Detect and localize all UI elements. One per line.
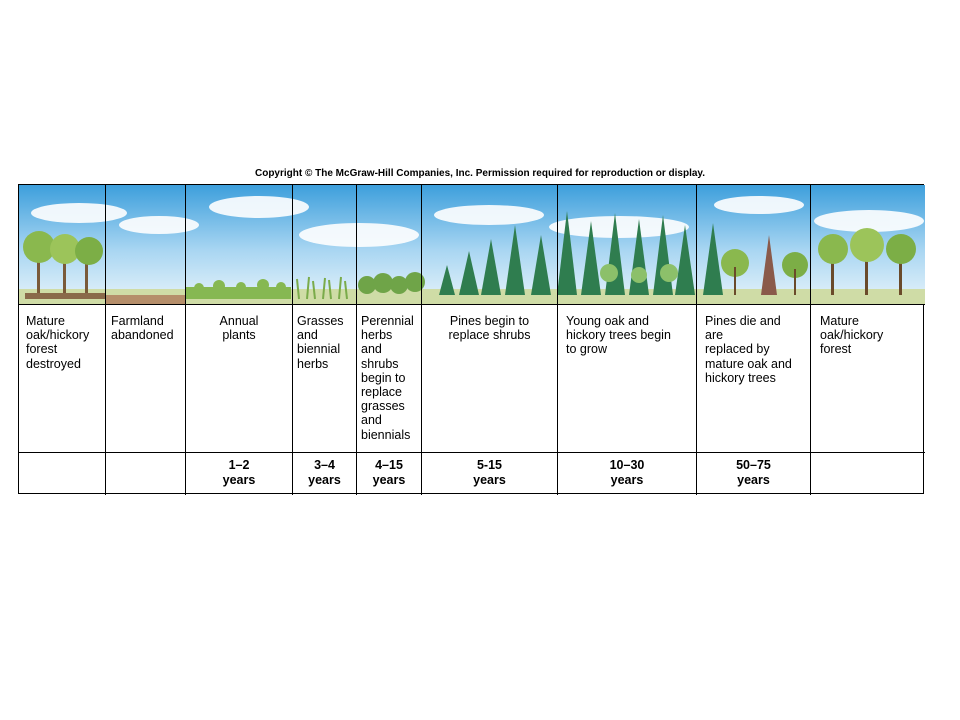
stage-3-duration	[186, 458, 292, 487]
stage-3-duration-unit: years	[222, 472, 256, 487]
stage-5-line-3: and	[361, 342, 382, 357]
succession-diagram	[18, 184, 924, 494]
stage-7-line-3: to grow	[566, 342, 607, 357]
stage-1	[19, 185, 105, 495]
stage-7-line-2: hickory trees begin	[566, 328, 671, 343]
stage-4-duration	[293, 458, 356, 487]
stage-4-description	[297, 314, 344, 371]
stage-2	[105, 185, 185, 495]
stage-5-line-9: biennials	[361, 427, 411, 442]
stage-8-line-3: replaced by	[705, 342, 770, 357]
stage-7-duration	[558, 458, 696, 487]
stage-8-line-4: mature oak and	[705, 356, 792, 371]
copyright-notice: Copyright © The McGraw-Hill Companies, Inc. Permission required for reproduction or display.	[254, 168, 706, 179]
stage-5-description	[361, 314, 414, 442]
stage-5	[356, 185, 421, 495]
stage-5-line-8: and	[361, 413, 382, 428]
stage-6-line-1: Pines begin to	[449, 314, 530, 328]
stage-1-line-4: destroyed	[26, 356, 81, 371]
stage-9-description	[820, 314, 883, 357]
stage-9-line-3: forest	[820, 342, 852, 357]
stage-8-line-5: hickory trees	[705, 370, 776, 385]
stage-1-line-2: oak/hickory	[26, 328, 90, 343]
stage-5-line-1: Perennial	[361, 314, 414, 328]
stage-4-line-2: and	[297, 328, 318, 343]
stage-4	[292, 185, 356, 495]
stage-6-duration-value: 5-15	[476, 458, 503, 472]
stage-7-duration-unit: years	[610, 472, 644, 487]
stage-9	[810, 185, 925, 495]
stage-3-description	[186, 314, 292, 342]
stage-3-line-2: plants	[222, 328, 256, 343]
stage-5-line-2: herbs	[361, 328, 393, 343]
stage-6	[421, 185, 557, 495]
stage-8	[696, 185, 810, 495]
stage-5-line-4: shrubs	[361, 356, 399, 371]
stage-9-line-1: Mature	[820, 314, 859, 328]
stage-7-description	[566, 314, 671, 357]
stage-8-line-2: are	[705, 328, 724, 343]
stage-8-line-1: Pines die and	[705, 314, 781, 328]
stage-4-duration-value: 3–4	[314, 458, 335, 472]
stage-6-line-2: replace shrubs	[448, 328, 531, 343]
stage-7	[557, 185, 696, 495]
stage-5-line-6: replace	[361, 385, 402, 400]
stage-3	[185, 185, 292, 495]
stage-5-line-5: begin to	[361, 370, 406, 385]
stage-5-duration	[357, 458, 421, 487]
stage-1-description	[26, 314, 89, 371]
stage-8-description	[705, 314, 792, 385]
stage-6-duration-unit: years	[473, 472, 506, 487]
stage-4-line-3: biennial	[297, 342, 341, 357]
stage-9-line-2: oak/hickory	[820, 328, 884, 343]
stage-3-duration-value: 1–2	[228, 458, 250, 472]
stage-7-duration-value: 10–30	[609, 458, 645, 472]
stage-1-line-1: Mature	[26, 314, 65, 328]
stage-5-duration-value: 4–15	[375, 458, 403, 472]
stage-1-line-3: forest	[26, 342, 58, 357]
stage-5-line-7: grasses	[361, 399, 405, 414]
stage-2-line-1: Farmland	[111, 314, 164, 328]
stage-2-description	[111, 314, 174, 342]
stage-6-duration	[422, 458, 557, 487]
stage-5-duration-unit: years	[372, 472, 406, 487]
stage-4-duration-unit: years	[308, 472, 341, 487]
stage-3-line-1: Annual	[219, 314, 259, 328]
stage-8-duration-unit: years	[737, 472, 770, 487]
stage-7-line-1: Young oak and	[566, 314, 649, 328]
stage-4-line-4: herbs	[297, 356, 329, 371]
stage-2-line-2: abandoned	[111, 328, 174, 343]
stage-8-duration-value: 50–75	[736, 458, 771, 472]
stage-8-duration	[697, 458, 810, 487]
stage-4-line-1: Grasses	[297, 314, 344, 328]
stage-6-description	[422, 314, 557, 342]
